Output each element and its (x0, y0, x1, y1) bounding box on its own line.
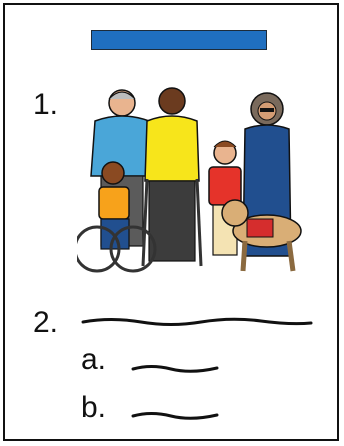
diverse-group-of-people-icon (77, 81, 317, 281)
worksheet-page (3, 3, 339, 441)
answer-line-b (131, 408, 221, 422)
sub-item-b-marker: b. (81, 391, 107, 424)
answer-line-a (131, 361, 221, 375)
sub-item-a-marker: a. (81, 343, 107, 376)
item-2-marker: 2. (33, 306, 59, 339)
item-1-marker: 1. (33, 88, 59, 121)
title-bar (91, 30, 267, 50)
answer-line-2 (81, 313, 313, 329)
